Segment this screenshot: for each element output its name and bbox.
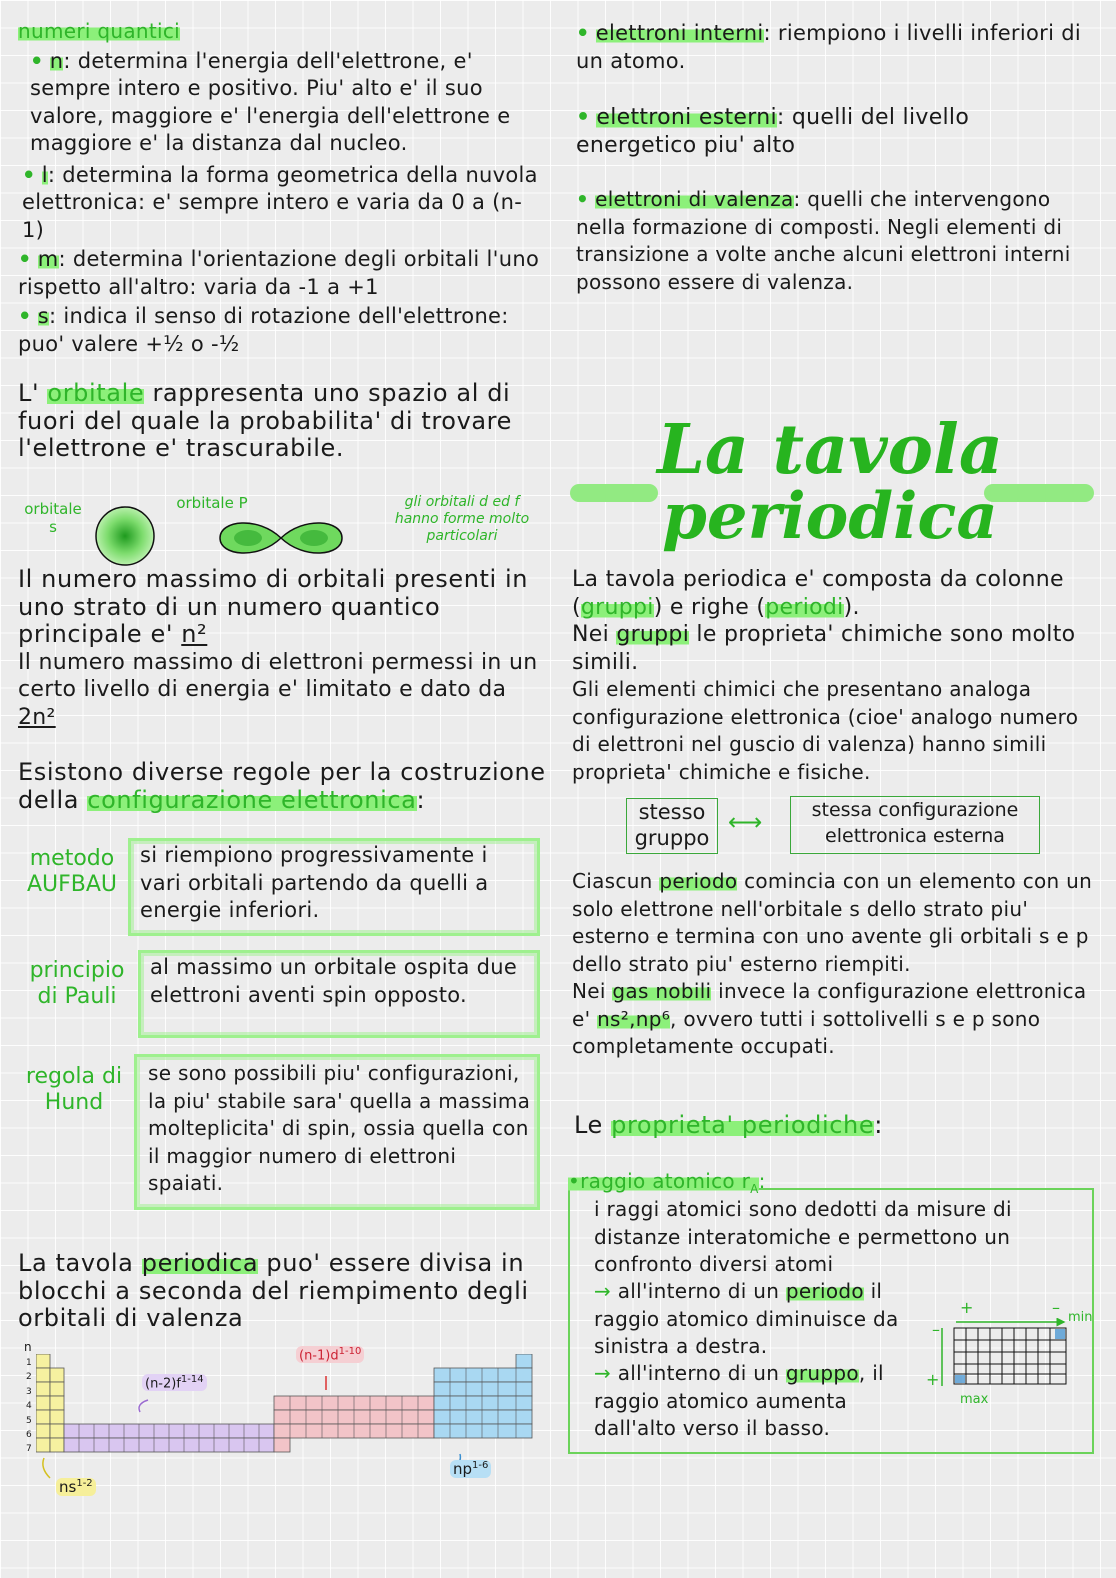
atomic-radius-group: → all'interno di un gruppo, il raggio atomico aumenta dall'alto verso il basso. bbox=[594, 1361, 884, 1440]
bullet-icon bbox=[18, 304, 38, 328]
pt-n-axis-label: n bbox=[24, 1340, 32, 1354]
grid-minus-left: – bbox=[932, 1320, 940, 1339]
valence-electrons: • elettroni di valenza: quelli che intervengono nella formazione di composti. Negli elementi di transizione a volte anche alcuni elettroni interni possono essere di valenza. bbox=[576, 186, 1094, 296]
atomic-radius-period: → all'interno di un periodo il raggio atomico diminuisce da sinistra a destra. bbox=[594, 1279, 899, 1358]
bullet-icon bbox=[576, 21, 596, 45]
orbital-df-note: gli orbitali d ed f hanno forme molto particolari bbox=[394, 494, 530, 544]
pt-intro-paragraph: La tavola periodica e' composta da colonne (gruppi) e righe (periodi). Nei gruppi le proprieta' chimiche sono molto simili. Gli elementi chimici che presentano analoga configurazione elettronica (cioe' analogo numero di elettroni nel guscio di valenza) hanno simili proprieta' chimiche e fisiche. bbox=[572, 567, 1079, 784]
rules-intro: Esistono diverse regole per la costruzione della configurazione elettronica: bbox=[18, 758, 546, 814]
bullet-icon bbox=[576, 105, 596, 130]
bullet-icon bbox=[30, 49, 50, 73]
pt-f-label: $(n-2)f^{1-14}$ bbox=[142, 1374, 207, 1391]
period-paragraph: Ciascun periodo comincia con un elemento con un solo elettrone nell'orbitale s dello strato piu' esterno e termina con uno avente gli orbitali s e p dello strato piu' esterno riempiti. Nei gas nobili invece la configurazione elettronica e' ns²,np⁶, ovvero tutti i sottolivelli s e p sono completamente occupati. bbox=[572, 869, 1093, 1058]
pt-d-label: $(n-1)d^{1-10}$ bbox=[296, 1346, 364, 1363]
grid-max-label: max bbox=[960, 1392, 989, 1407]
rule-pauli-name: principio di Pauli bbox=[29, 958, 125, 1009]
left-column-mid bbox=[18, 566, 546, 814]
pt-row-numbers: 1 2 3 4 5 6 7 bbox=[26, 1358, 32, 1455]
external-electrons: • elettroni esterni: quelli del livello energetico piu' alto bbox=[576, 104, 1086, 159]
grid-plus-left: + bbox=[926, 1370, 940, 1389]
bullet-icon bbox=[22, 163, 42, 187]
orbital-p-icon bbox=[218, 516, 344, 560]
blocks-text: La tavola periodica puo' essere divisa in blocchi a seconda del riempimento degli orbitali di valenza bbox=[18, 1249, 529, 1332]
orbital-definition: L' orbitale rappresenta uno spazio al di fuori del quale la probabilita' di trovare l'elettrone e' trascurabile. bbox=[18, 379, 512, 462]
double-arrow-icon: ⟷ bbox=[728, 808, 763, 836]
left-column bbox=[18, 18, 543, 463]
pt-p-label: $np^{1-6}$ bbox=[450, 1460, 491, 1478]
rule-hund-text: se sono possibili piu' configurazioni, la piu' stabile sara' quella a massima molteplicita' di spin, ossia quella con il maggior numero di elettroni spaiati. bbox=[148, 1061, 531, 1195]
grid-plus-top: + bbox=[960, 1298, 974, 1317]
rule-aufbau-name: metodo AUFBAU bbox=[26, 846, 118, 897]
periodic-properties-heading: Le proprieta' periodiche: bbox=[574, 1111, 883, 1139]
rule-hund-name: regola di Hund bbox=[25, 1064, 123, 1115]
qn-l: • l: determina la forma geometrica della nuvola elettronica: e' sempre intero e varia da 0 a (n-1) bbox=[18, 162, 543, 245]
atomic-radius-title: •raggio atomico $r_A$: bbox=[568, 1169, 766, 1196]
rule-aufbau-text: si riempiono progressivamente i vari orbitali partendo da quelli a energie inferiori. bbox=[140, 843, 489, 922]
arrow-right-icon: → bbox=[594, 1279, 618, 1303]
max-orbitals-text: Il numero massimo di orbitali presenti in uno strato di un numero quantico principale e' n² bbox=[18, 565, 529, 648]
same-group-box: stesso gruppo bbox=[626, 798, 718, 854]
orbital-s-label: orbitale s bbox=[24, 500, 82, 536]
arrow-right-icon: → bbox=[594, 1361, 618, 1385]
qn-n: • n: determina l'energia dell'elettrone, e' sempre intero e positivo. Piu' alto e' il suo valore, maggiore e' l'energia dell'elettrone e maggiore e' la distanza dal nucleo. bbox=[18, 48, 543, 158]
grid-minus-top: – bbox=[1052, 1298, 1060, 1317]
orbital-p-label: orbitale P bbox=[176, 494, 248, 512]
pt-s-label: $ns^{1-2}$ bbox=[56, 1478, 96, 1496]
radius-trend-grid bbox=[936, 1318, 1076, 1394]
bullet-icon bbox=[18, 247, 38, 271]
internal-electrons: • elettroni interni: riempiono i livelli inferiori di un atomo. bbox=[576, 20, 1086, 75]
quantum-numbers-title: numeri quantici bbox=[18, 19, 181, 43]
same-config-box: stessa configurazione elettronica esterna bbox=[790, 796, 1040, 854]
bullet-icon bbox=[576, 187, 595, 211]
atomic-radius-intro: i raggi atomici sono dedotti da misure di distanze interatomiche e permettono un confronto diversi atomi bbox=[594, 1197, 1012, 1276]
grid-min-label: min bbox=[1068, 1310, 1093, 1325]
qn-m: • m: determina l'orientazione degli orbitali l'uno rispetto all'altro: varia da -1 a +1 bbox=[18, 246, 543, 301]
orbital-s-icon bbox=[94, 505, 156, 567]
section-title-line1: La tavola bbox=[657, 410, 1003, 490]
qn-s: • s: indica il senso di rotazione dell'elettrone: puo' valere +½ o -½ bbox=[18, 303, 543, 358]
section-title-line2: periodica bbox=[662, 479, 998, 554]
max-electrons-text: Il numero massimo di elettroni permessi in un certo livello di energia e' limitato e dato da 2n² bbox=[18, 649, 538, 730]
rule-pauli-text: al massimo un orbitale ospita due elettroni aventi spin opposto. bbox=[150, 955, 518, 1007]
